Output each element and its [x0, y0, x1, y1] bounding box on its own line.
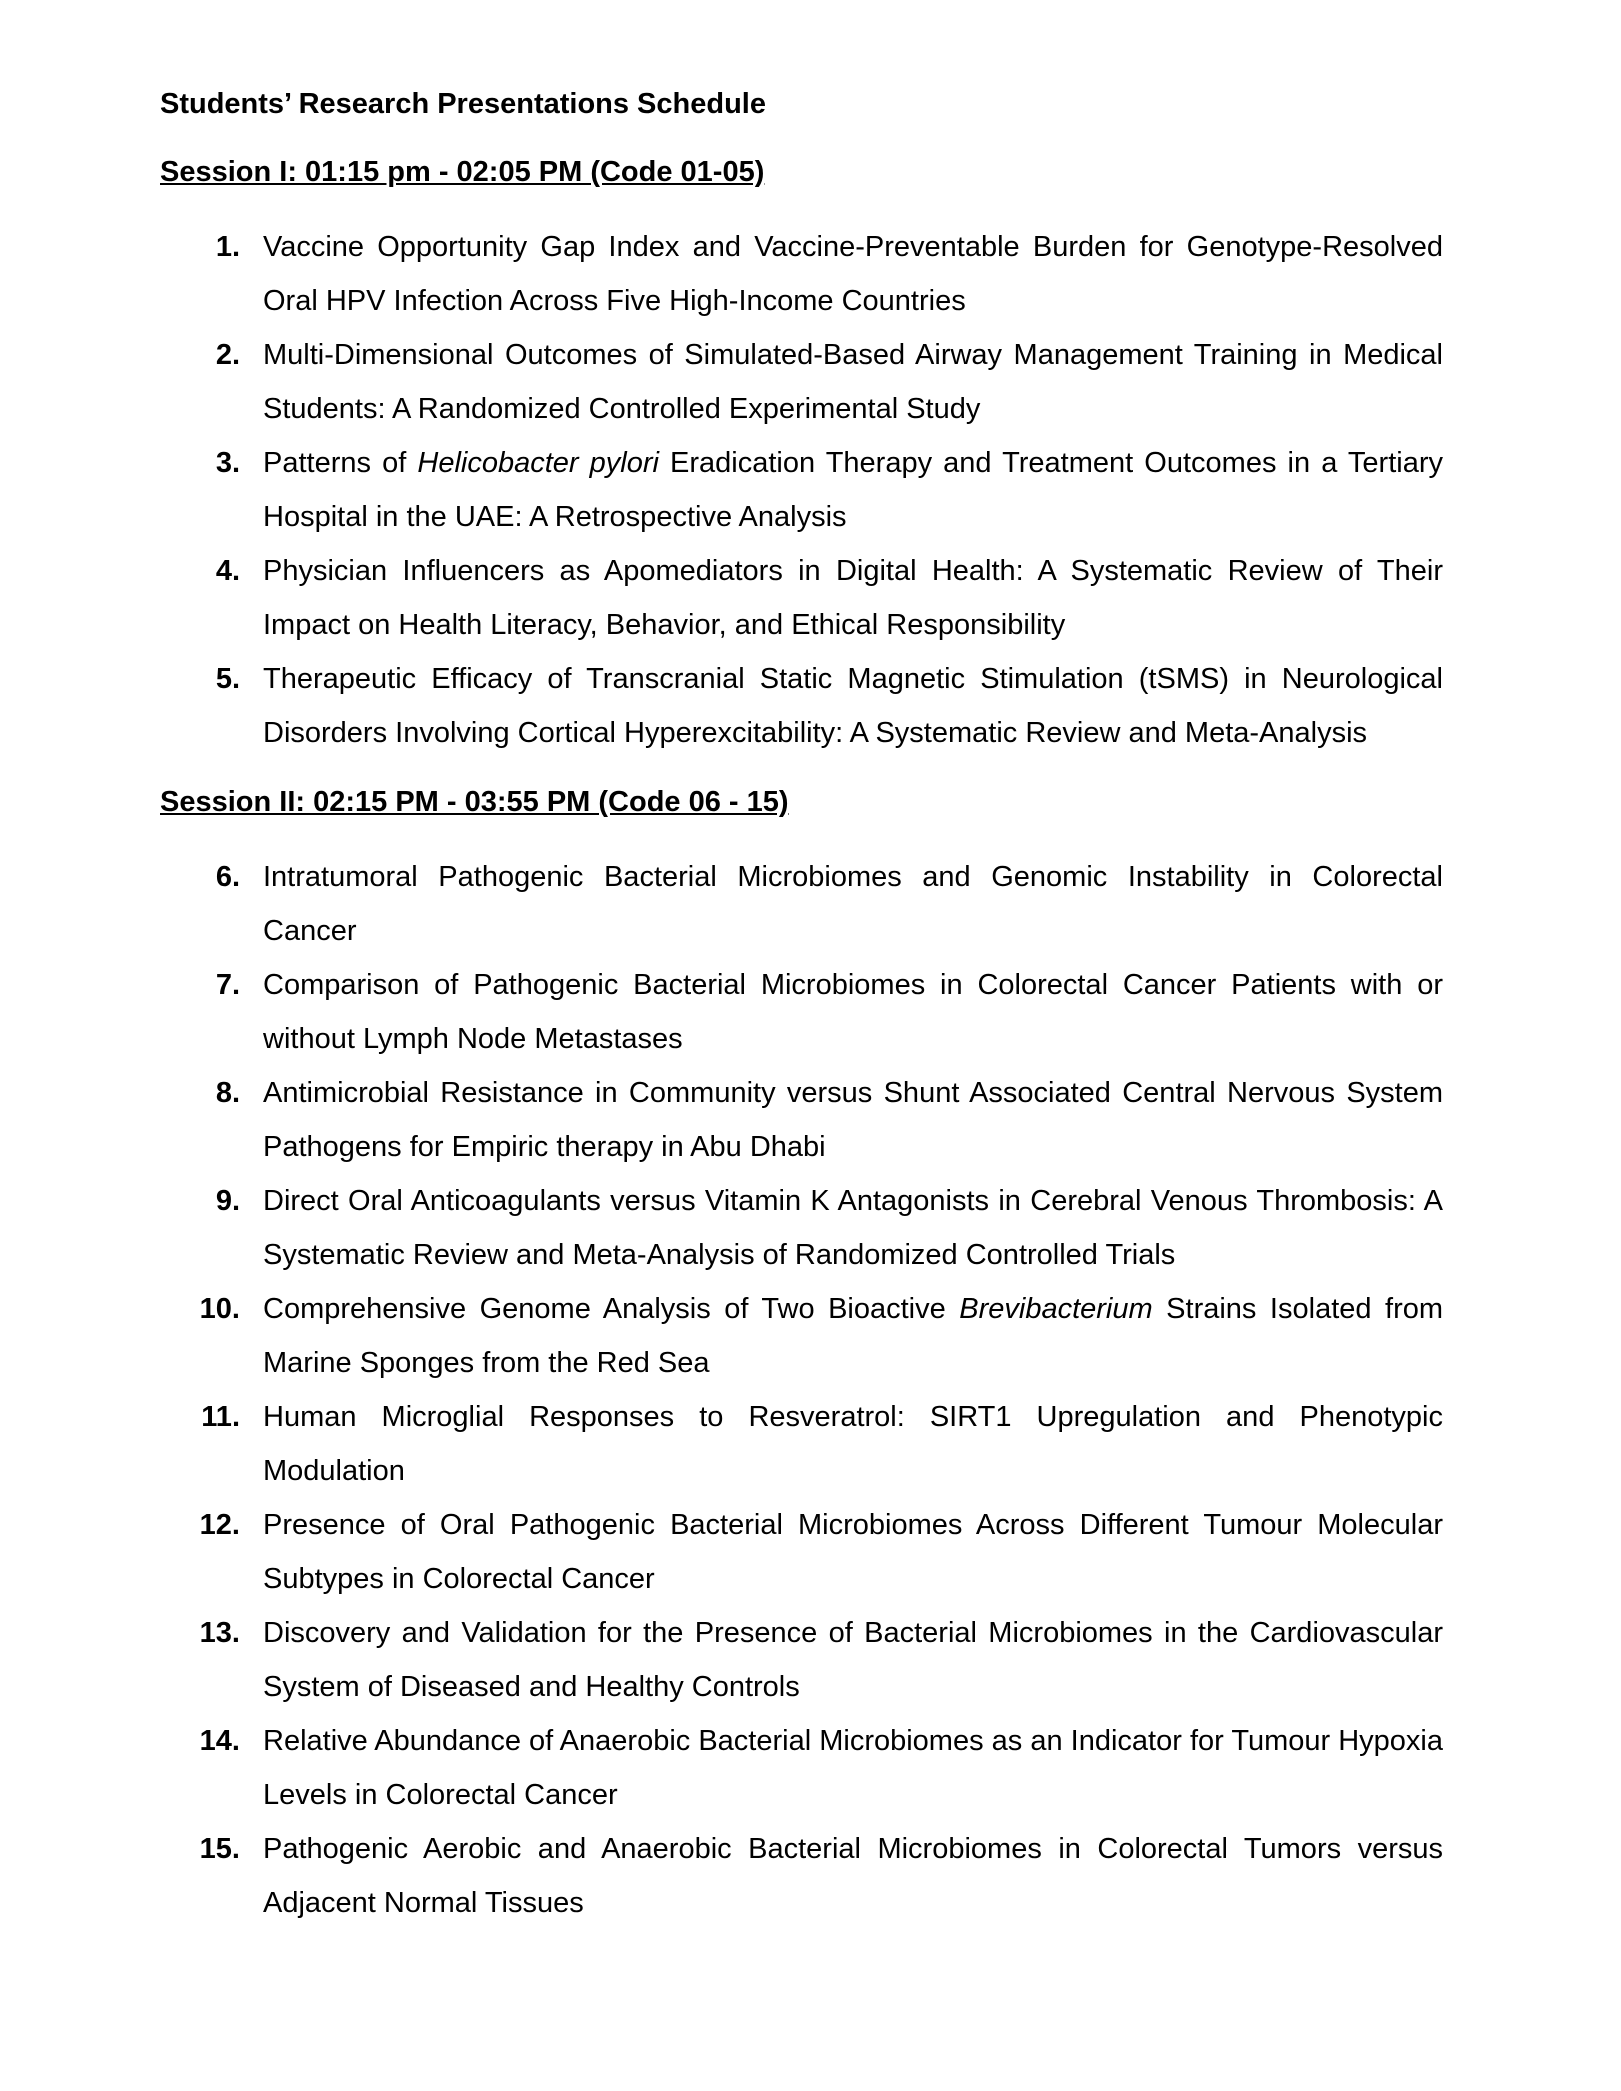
session-2-heading: Session II: 02:15 PM - 03:55 PM (Code 06 - 15)	[160, 786, 789, 818]
title-text: Intratumoral Pathogenic Bacterial Microbiomes and Genomic Instability in Colorectal Cancer	[263, 861, 1443, 947]
item-title	[263, 1401, 1443, 1487]
list-item	[160, 1174, 1443, 1282]
item-number: 13.	[199, 1617, 240, 1649]
title-text: Pathogenic Aerobic and Anaerobic Bacterial Microbiomes in Colorectal Tumors versus Adjacent Normal Tissues	[263, 1833, 1443, 1919]
item-title	[263, 1293, 1443, 1379]
item-number: 9.	[215, 1185, 240, 1217]
list-item	[160, 1822, 1443, 1930]
title-text: Comparison of Pathogenic Bacterial Microbiomes in Colorectal Cancer Patients with or without Lymph Node Metastases	[263, 969, 1443, 1055]
item-number: 4.	[215, 555, 240, 587]
item-title	[263, 861, 1443, 947]
list-item	[160, 436, 1443, 544]
title-text: Comprehensive Genome Analysis of Two Bioactive	[263, 1293, 960, 1325]
document-page	[160, 84, 1443, 1930]
list-item	[160, 1714, 1443, 1822]
session-1-heading: Session I: 01:15 pm - 02:05 PM (Code 01-05)	[160, 156, 765, 188]
list-item	[160, 1390, 1443, 1498]
item-title	[263, 339, 1443, 425]
item-number: 15.	[199, 1833, 240, 1865]
list-item	[160, 220, 1443, 328]
title-text: Presence of Oral Pathogenic Bacterial Microbiomes Across Different Tumour Molecular Subtypes in Colorectal Cancer	[263, 1509, 1443, 1595]
item-title	[263, 1617, 1443, 1703]
title-text: Direct Oral Anticoagulants versus Vitamin K Antagonists in Cerebral Venous Thrombosis: A Systematic Review and Meta-Analysis of Randomized Controlled Trials	[263, 1185, 1443, 1271]
item-number: 7.	[215, 969, 240, 1001]
title-text: Antimicrobial Resistance in Community versus Shunt Associated Central Nervous System Pathogens for Empiric therapy in Abu Dhabi	[263, 1077, 1443, 1163]
list-item	[160, 1066, 1443, 1174]
item-title	[263, 1185, 1443, 1271]
item-number: 2.	[215, 339, 240, 371]
item-title	[263, 1725, 1443, 1811]
list-item	[160, 652, 1443, 760]
list-item	[160, 850, 1443, 958]
title-text: Therapeutic Efficacy of Transcranial Static Magnetic Stimulation (tSMS) in Neurological Disorders Involving Cortical Hyperexcitability: A Systematic Review and Meta-Analysis	[263, 663, 1443, 749]
item-number: 1.	[215, 231, 240, 263]
list-item	[160, 1282, 1443, 1390]
title-text: Relative Abundance of Anaerobic Bacterial Microbiomes as an Indicator for Tumour Hypoxia Levels in Colorectal Cancer	[263, 1725, 1443, 1811]
item-number: 5.	[215, 663, 240, 695]
item-title	[263, 663, 1443, 749]
item-number: 10.	[199, 1293, 240, 1325]
item-title	[263, 1077, 1443, 1163]
item-number: 3.	[215, 447, 240, 479]
item-title	[263, 447, 1443, 533]
session-1-list	[160, 220, 1443, 760]
title-text-after: Strains Isolated from Marine Sponges from the Red Sea	[263, 1293, 1444, 1379]
item-number: 11.	[201, 1401, 240, 1433]
item-number: 6.	[215, 861, 240, 893]
list-item	[160, 958, 1443, 1066]
item-title	[263, 1833, 1443, 1919]
item-number: 8.	[215, 1077, 240, 1109]
item-title	[263, 555, 1443, 641]
list-item	[160, 328, 1443, 436]
item-title	[263, 231, 1443, 317]
title-text: Multi-Dimensional Outcomes of Simulated-Based Airway Management Training in Medical Students: A Randomized Controlled Experimental Study	[263, 339, 1443, 425]
title-italic: Helicobacter pylori	[417, 447, 659, 479]
item-title	[263, 1509, 1443, 1595]
title-text: Human Microglial Responses to Resveratrol: SIRT1 Upregulation and Phenotypic Modulation	[263, 1401, 1443, 1487]
title-text: Discovery and Validation for the Presence of Bacterial Microbiomes in the Cardiovascular System of Diseased and Healthy Controls	[263, 1617, 1443, 1703]
title-text: Physician Influencers as Apomediators in Digital Health: A Systematic Review of Their Impact on Health Literacy, Behavior, and Ethical Responsibility	[263, 555, 1443, 641]
list-item	[160, 544, 1443, 652]
item-number: 14.	[199, 1725, 240, 1757]
item-title	[263, 969, 1443, 1055]
title-italic: Brevibacterium	[959, 1293, 1153, 1325]
session-2-list	[160, 850, 1443, 1930]
list-item	[160, 1498, 1443, 1606]
document-title: Students’ Research Presentations Schedule	[160, 88, 766, 120]
list-item	[160, 1606, 1443, 1714]
title-text: Vaccine Opportunity Gap Index and Vaccine-Preventable Burden for Genotype-Resolved Oral HPV Infection Across Five High-Income Countries	[263, 231, 1443, 317]
title-text-after: Eradication Therapy and Treatment Outcomes in a Tertiary Hospital in the UAE: A Retrospective Analysis	[263, 447, 1443, 533]
item-number: 12.	[199, 1509, 240, 1541]
title-text: Patterns of	[263, 447, 418, 479]
